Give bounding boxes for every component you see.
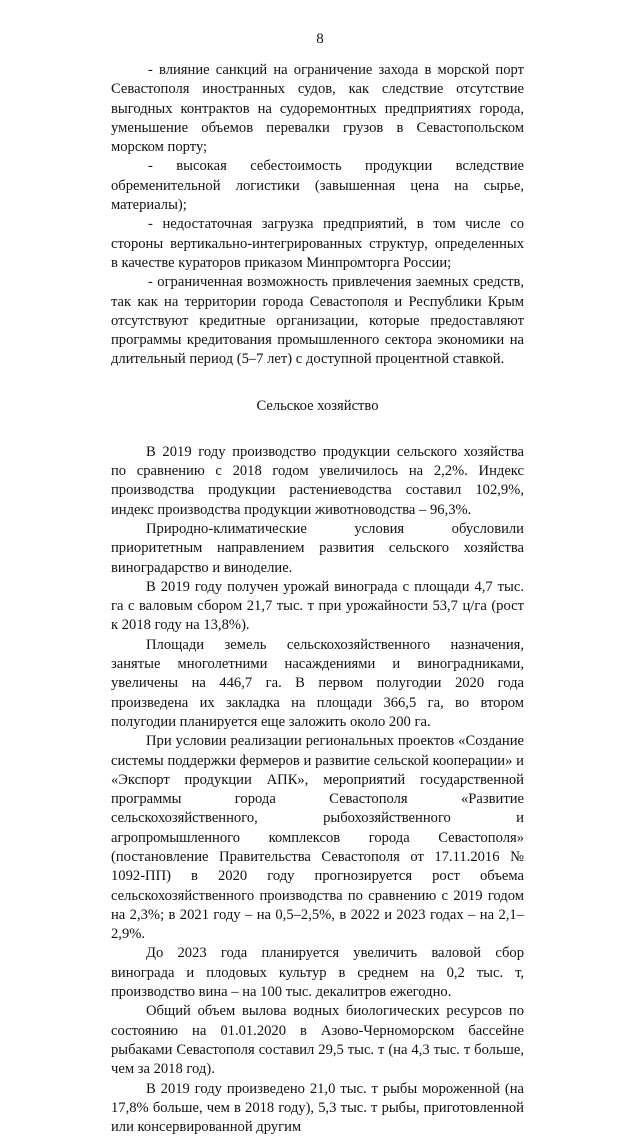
list-item: - ограниченная возможность привлечения заемных средств, так как на территории города Севастополя и Республики Крым отсутствуют кредитные организации, которые предоставляют программы кредитования промышленного сектора экономики на длительный период (5–7 лет) с доступной процентной ставкой. <box>111 274 524 368</box>
list-item: - недостаточная загрузка предприятий, в том числе со стороны вертикально-интегрированных структур, определенных в качестве кураторов приказом Минпромторга России; <box>111 216 524 271</box>
paragraph: В 2019 году производство продукции сельского хозяйства по сравнению с 2018 годом увеличилось на 2,2%. Индекс производства продукции растениеводства составил 102,9%, индекс производства продукции животноводства – 96,3%. <box>111 443 524 518</box>
paragraph: До 2023 года планируется увеличить валовой сбор винограда и плодовых культур в среднем на 0,2 тыс. т, производство вина – на 100 тыс. декалитров ежегодно. <box>111 945 524 1001</box>
paragraph: Площади земель сельскохозяйственного назначения, занятые многолетними насаждениями и виноградниками, увеличены на 446,7 га. В первом полугодии 2020 года произведена их закладка на площади 366,5 га, во втором полугодии планируется еще заложить около 200 га. <box>111 636 524 730</box>
paragraph: В 2019 году произведено 21,0 тыс. т рыбы мороженной (на 17,8% больше, чем в 2018 году), 5,3 тыс. т рыбы, приготовленной или консервированной другим <box>111 1080 524 1136</box>
section-heading: Сельское хозяйство <box>256 397 379 414</box>
list-item: - высокая себестоимость продукции вследствие обременительной логистики (завышенная цена на сырье, материалы); <box>111 158 524 214</box>
paragraph: Общий объем вылова водных биологических ресурсов по состоянию на 01.01.2020 в Азово-Черноморском бассейне рыбаками Севастополя составил 29,5 тыс. т (на 4,3 тыс. т больше, чем за 2018 год). <box>111 1003 524 1078</box>
paragraph: Природно-климатические условия обусловили приоритетным направлением развития сельского хозяйства виноградарство и виноделие. <box>111 520 524 576</box>
list-item: - влияние санкций на ограничение захода в морской порт Севастополя иностранных судов, как следствие отсутствие выгодных контрактов на судоремонтных предприятиях города, уменьшение объемов перевалки грузов в Севастопольском морском порту; <box>111 62 524 156</box>
paragraph: В 2019 году получен урожай винограда с площади 4,7 тыс. га с валовым сбором 21,7 тыс. т при урожайности 53,7 ц/га (рост к 2018 году на 13,8%). <box>111 578 524 634</box>
document-body <box>111 61 524 1137</box>
paragraph: При условии реализации региональных проектов «Создание системы поддержки фермеров и развитие сельской кооперации» и «Экспорт продукции АПК», мероприятий государственной программы города Севастополя «Развитие сельскохозяйственного, рыбохозяйственного и агропромышленного комплексов города Севастополя» (постановление Правительства Севастополя от 17.11.2016 № 1092-ПП) в 2020 году прогнозируется рост объема сельскохозяйственного производства по сравнению с 2019 годом на 2,3%; в 2021 году – на 0,5–2,5%, в 2022 и 2023 годах – на 2,1–2,9%. <box>111 733 524 943</box>
page-number: 8 <box>316 31 324 47</box>
